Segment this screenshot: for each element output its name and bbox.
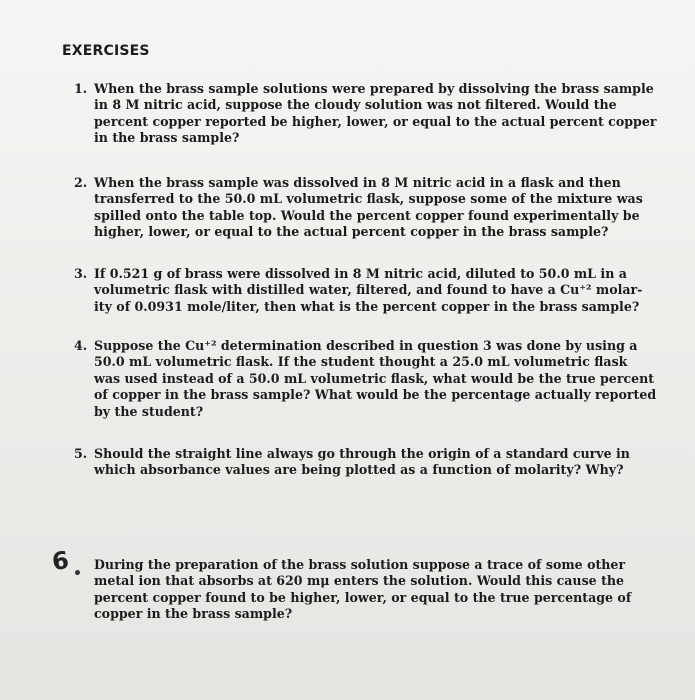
exercise-line: by the student? xyxy=(94,403,204,419)
exercise-line: copper in the brass sample? xyxy=(94,606,293,622)
exercise-1 xyxy=(74,81,659,147)
exercise-line: ity of 0.0931 mole/liter, then what is the percent copper in the brass sample? xyxy=(94,298,640,314)
exercise-text xyxy=(94,338,659,420)
exercise-line: metal ion that absorbs at 620 mμ enters the solution. Would this cause the xyxy=(94,573,625,589)
exercise-6 xyxy=(74,557,659,623)
handwritten-mark: • xyxy=(73,566,82,582)
exercise-line: transferred to the 50.0 mL volumetric flask, suppose some of the mixture was xyxy=(94,191,643,207)
exercise-text xyxy=(94,81,659,147)
exercise-line: 50.0 mL volumetric flask. If the student thought a 25.0 mL volumetric flask xyxy=(94,354,628,370)
exercise-line: Should the straight line always go through the origin of a standard curve in xyxy=(94,446,630,461)
exercise-line: in the brass sample? xyxy=(94,130,240,146)
exercise-line: When the brass sample solutions were prepared by dissolving the brass sample xyxy=(94,81,654,96)
exercise-line: When the brass sample was dissolved in 8 M nitric acid in a flask and then xyxy=(94,175,621,190)
exercise-number: 3. xyxy=(74,266,88,281)
exercise-4 xyxy=(74,338,659,420)
exercise-line: spilled onto the table top. Would the percent copper found experimentally be xyxy=(94,207,640,223)
exercise-text xyxy=(94,266,659,315)
exercise-number: 1. xyxy=(74,81,88,96)
exercise-line: of copper in the brass sample? What would be the percentage actually reported xyxy=(94,387,657,403)
exercise-line: percent copper found to be higher, lower, or equal to the true percentage of xyxy=(94,589,632,605)
exercise-text xyxy=(94,175,659,241)
exercise-line: percent copper reported be higher, lower, or equal to the actual percent copper xyxy=(94,113,657,129)
exercise-line: Suppose the Cu⁺² determination described in question 3 was done by using a xyxy=(94,338,638,353)
exercise-text xyxy=(94,446,659,479)
exercise-line: higher, lower, or equal to the actual percent copper in the brass sample? xyxy=(94,224,609,240)
exercise-3 xyxy=(74,266,659,315)
exercise-line: in 8 M nitric acid, suppose the cloudy solution was not filtered. Would the xyxy=(94,97,617,113)
exercise-line: If 0.521 g of brass were dissolved in 8 M nitric acid, diluted to 50.0 mL in a xyxy=(94,266,627,281)
exercise-line: which absorbance values are being plotted as a function of molarity? Why? xyxy=(94,462,624,478)
exercise-number: 4. xyxy=(74,338,88,353)
exercise-line: was used instead of a 50.0 mL volumetric flask, what would be the true percent xyxy=(94,370,655,386)
exercise-number: 2. xyxy=(74,175,88,190)
exercise-text xyxy=(94,557,659,623)
exercise-number: 5. xyxy=(74,446,88,461)
exercise-2 xyxy=(74,175,659,241)
exercise-line: During the preparation of the brass solution suppose a trace of some other xyxy=(94,557,626,572)
exercise-line: volumetric flask with distilled water, filtered, and found to have a Cu⁺² molar- xyxy=(94,282,643,298)
handwritten-number: 6 xyxy=(50,545,71,577)
exercise-5 xyxy=(74,446,659,479)
exercises-heading: EXERCISES xyxy=(62,43,150,59)
